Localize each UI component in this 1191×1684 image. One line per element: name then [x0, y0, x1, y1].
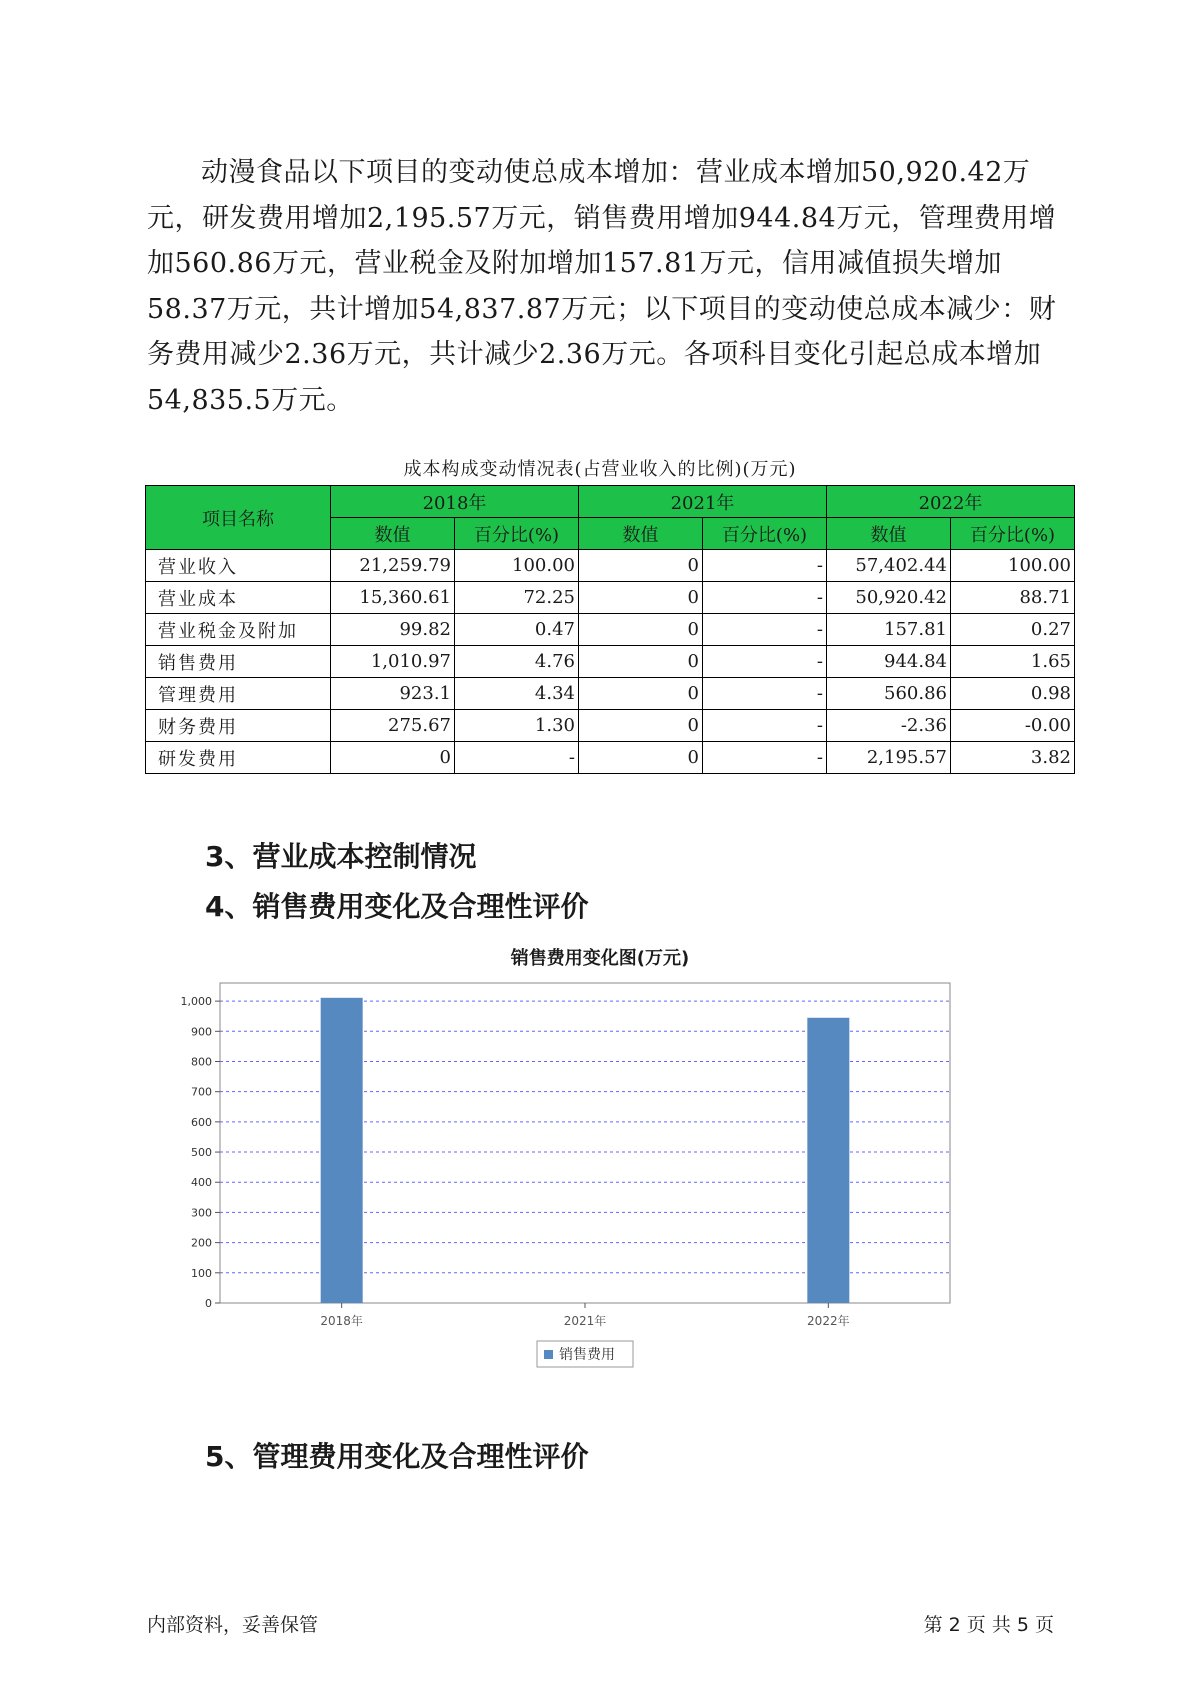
table-cell: 0: [579, 710, 703, 742]
table-row: [146, 710, 1075, 742]
table-cell: -: [703, 710, 827, 742]
table-row: [146, 614, 1075, 646]
table-cell: 0: [579, 646, 703, 678]
header-value: 数值: [579, 518, 703, 550]
x-tick-label: 2018年: [320, 1314, 363, 1328]
table-cell: 50,920.42: [827, 582, 951, 614]
table-cell: -: [703, 582, 827, 614]
bar: [807, 1018, 849, 1303]
footer-confidential: 内部资料，妥善保管: [147, 1614, 319, 1636]
table-cell: 57,402.44: [827, 550, 951, 582]
header-percent: 百分比(%): [703, 518, 827, 550]
heading-section-3: 3、营业成本控制情况: [205, 840, 477, 873]
header-value: 数值: [331, 518, 455, 550]
cost-structure-table: [145, 485, 1075, 774]
table-cell: 88.71: [951, 582, 1075, 614]
x-tick-label: 2022年: [807, 1314, 850, 1328]
legend-label: 销售费用: [559, 1347, 615, 1363]
table-cell: 0: [579, 550, 703, 582]
table-cell: 100.00: [951, 550, 1075, 582]
row-label: 销售费用: [146, 646, 331, 678]
table-cell: -: [703, 678, 827, 710]
y-tick-label: 700: [191, 1085, 212, 1099]
table-cell: 275.67: [331, 710, 455, 742]
header-year: 2021年: [579, 486, 827, 518]
row-label: 营业成本: [146, 582, 331, 614]
table-cell: 0.98: [951, 678, 1075, 710]
table-cell: -: [703, 742, 827, 774]
row-label: 营业收入: [146, 550, 331, 582]
header-year: 2022年: [827, 486, 1075, 518]
table-row: [146, 678, 1075, 710]
legend-swatch: [544, 1350, 553, 1359]
table-cell: 4.76: [455, 646, 579, 678]
table-cell: 0: [579, 614, 703, 646]
header-year: 2018年: [331, 486, 579, 518]
table-cell: 3.82: [951, 742, 1075, 774]
table-row: [146, 550, 1075, 582]
header-item-name: 项目名称: [146, 486, 331, 550]
table-cell: -: [703, 646, 827, 678]
table-cell: -: [703, 614, 827, 646]
row-label: 研发费用: [146, 742, 331, 774]
y-tick-label: 0: [205, 1297, 212, 1310]
table-cell: 21,259.79: [331, 550, 455, 582]
y-tick-label: 800: [191, 1055, 212, 1069]
table-cell: 0: [579, 678, 703, 710]
table-cell: 157.81: [827, 614, 951, 646]
bar: [321, 998, 363, 1303]
chart-title: 销售费用变化图(万元): [510, 948, 690, 969]
row-label: 管理费用: [146, 678, 331, 710]
y-tick-label: 600: [191, 1115, 212, 1129]
table-cell: -: [455, 742, 579, 774]
table-cell: -: [703, 550, 827, 582]
sales-expense-bar-chart: [150, 975, 1030, 1395]
table-cell: 1.30: [455, 710, 579, 742]
table-cell: 100.00: [455, 550, 579, 582]
y-tick-label: 300: [191, 1206, 212, 1220]
y-tick-label: 200: [191, 1236, 212, 1250]
header-value: 数值: [827, 518, 951, 550]
y-tick-label: 100: [191, 1266, 212, 1280]
table-row: [146, 646, 1075, 678]
table-cell: -2.36: [827, 710, 951, 742]
body-paragraph: 动漫食品以下项目的变动使总成本增加：营业成本增加50,920.42万元，研发费用增加2,195.57万元，销售费用增加944.84万元，管理费用增加560.86万元，营业税金及附加增加157.81万元，信用减值损失增加58.37万元，共计增加54,837.87万元；以下项目的变动使总成本减少：财务费用减少2.36万元，共计减少2.36万元。各项科目变化引起总成本增加54,835.5万元。: [147, 157, 1057, 416]
table-cell: 15,360.61: [331, 582, 455, 614]
header-percent: 百分比(%): [951, 518, 1075, 550]
table-cell: 99.82: [331, 614, 455, 646]
table-cell: 0.27: [951, 614, 1075, 646]
header-percent: 百分比(%): [455, 518, 579, 550]
table-row: [146, 582, 1075, 614]
table-cell: 0.47: [455, 614, 579, 646]
table-cell: 2,195.57: [827, 742, 951, 774]
table-cell: 560.86: [827, 678, 951, 710]
heading-section-4: 4、销售费用变化及合理性评价: [205, 890, 589, 923]
table-cell: 4.34: [455, 678, 579, 710]
y-tick-label: 900: [191, 1025, 212, 1039]
y-tick-label: 400: [191, 1176, 212, 1190]
table-cell: -0.00: [951, 710, 1075, 742]
table-cell: 1,010.97: [331, 646, 455, 678]
row-label: 营业税金及附加: [146, 614, 331, 646]
y-tick-label: 500: [191, 1146, 212, 1160]
table-caption: 成本构成变动情况表(占营业收入的比例)(万元): [403, 459, 797, 480]
table-cell: 0: [579, 742, 703, 774]
table-cell: 72.25: [455, 582, 579, 614]
table-body: [146, 550, 1075, 774]
table-cell: 0: [331, 742, 455, 774]
y-tick-label: 1,000: [180, 995, 212, 1009]
heading-section-5: 5、管理费用变化及合理性评价: [205, 1440, 589, 1473]
table-cell: 944.84: [827, 646, 951, 678]
row-label: 财务费用: [146, 710, 331, 742]
table-cell: 1.65: [951, 646, 1075, 678]
table-cell: 923.1: [331, 678, 455, 710]
footer-page-number: 第 2 页 共 5 页: [923, 1614, 1054, 1636]
table-row: [146, 742, 1075, 774]
x-tick-label: 2021年: [563, 1314, 607, 1328]
table-cell: 0: [579, 582, 703, 614]
